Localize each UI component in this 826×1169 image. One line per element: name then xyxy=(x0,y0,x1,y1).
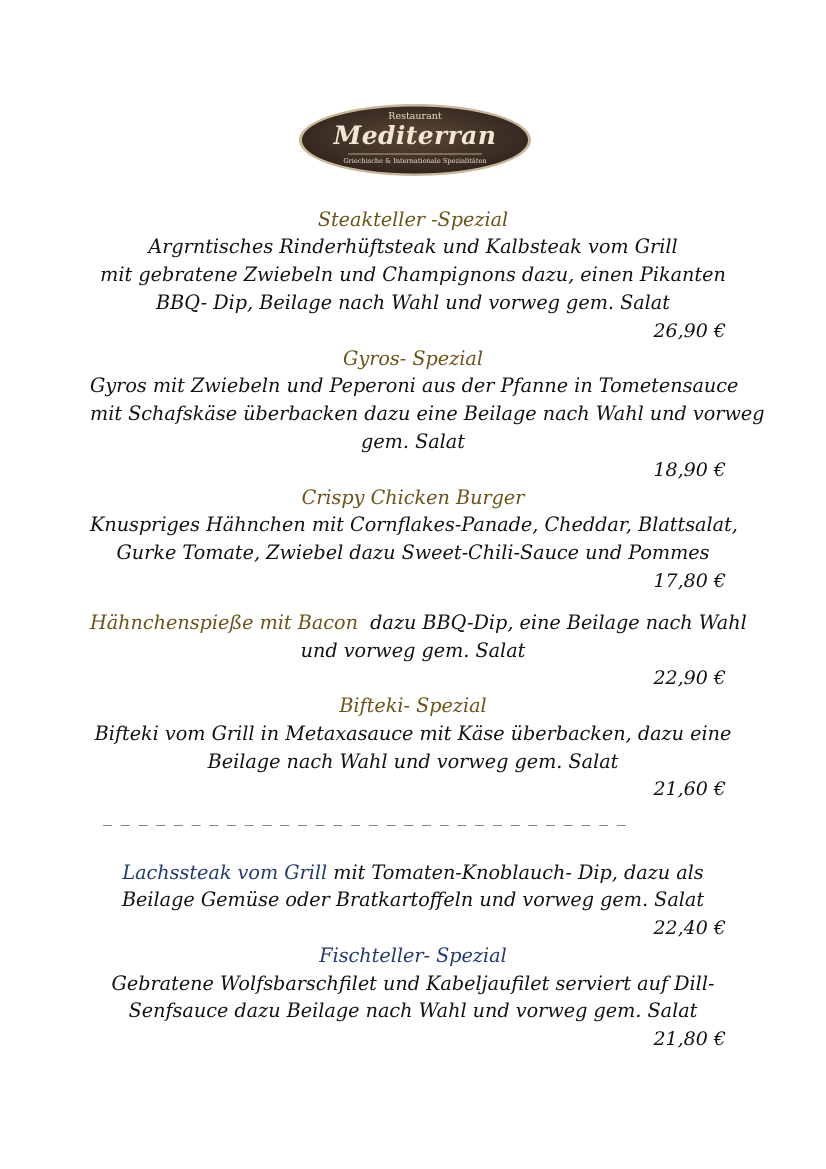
dish-description: Gurke Tomate, Zwiebel dazu Sweet-Chili-Sauce und Pommes xyxy=(116,541,710,564)
dish-description: Gyros mit Zwiebeln und Peperoni aus der Pfanne in Tometensauce xyxy=(90,374,739,397)
section-divider: _ _ _ _ _ _ _ _ _ _ _ _ _ _ _ _ _ _ _ _ _ _ _ _ _ _ _ _ _ _ xyxy=(103,806,628,826)
logo-name: Mediterran xyxy=(333,121,497,150)
dish-price: 26,90 € xyxy=(653,320,726,342)
dish-price: 21,60 € xyxy=(653,778,726,800)
dish-description: mit Tomaten-Knoblauch- Dip, dazu als xyxy=(327,861,704,884)
dish-description: Beilage Gemüse oder Bratkartoffeln und vorweg gem. Salat xyxy=(121,888,705,911)
restaurant-logo xyxy=(298,103,532,177)
dish-inline-line xyxy=(90,859,736,887)
dish-description: mit gebratene Zwiebeln und Champignons dazu, einen Pikanten xyxy=(100,263,726,286)
dish-title: Lachssteak vom Grill xyxy=(122,861,328,884)
dish-price: 17,80 € xyxy=(653,570,726,592)
dish-title: Hähnchenspieße mit Bacon xyxy=(90,611,358,634)
logo-tagline: Griechische & Internationale Spezialitäten xyxy=(343,157,487,165)
dish-title: Crispy Chicken Burger xyxy=(301,486,525,509)
dish-title: Steakteller -Spezial xyxy=(317,208,509,231)
dish-description: Argrntisches Rinderhüftsteak und Kalbsteak vom Grill xyxy=(148,235,678,258)
dish-title: Fischteller- Spezial xyxy=(319,944,507,967)
dish-price: 18,90 € xyxy=(653,459,726,481)
dish-description: und vorweg gem. Salat xyxy=(300,639,526,662)
dish-inline-line xyxy=(90,609,747,637)
dish-description: Senfsauce dazu Beilage nach Wahl und vorweg gem. Salat xyxy=(128,999,698,1022)
dish-description: gem. Salat xyxy=(361,430,465,453)
dish-price: 22,40 € xyxy=(653,917,726,939)
logo-top-text: Restaurant xyxy=(388,111,442,122)
dish-title: Gyros- Spezial xyxy=(343,347,483,370)
dish-description: Bifteki vom Grill in Metaxasauce mit Käse überbacken, dazu eine xyxy=(94,722,732,745)
dish-title: Bifteki- Spezial xyxy=(339,694,487,717)
dish-description: Beilage nach Wahl und vorweg gem. Salat xyxy=(207,750,619,773)
dish-description: BBQ- Dip, Beilage nach Wahl und vorweg gem. Salat xyxy=(156,291,670,314)
dish-price: 22,90 € xyxy=(653,667,726,689)
dish-description: Gebratene Wolfsbarschfilet und Kabeljaufilet serviert auf Dill- xyxy=(111,972,715,995)
dish-description: mit Schafskäse überbacken dazu eine Beilage nach Wahl und vorweg xyxy=(90,402,765,425)
dish-price: 21,80 € xyxy=(653,1028,726,1050)
dish-description: Knuspriges Hähnchen mit Cornflakes-Panade, Cheddar, Blattsalat, xyxy=(90,513,738,536)
dish-description: dazu BBQ-Dip, eine Beilage nach Wahl xyxy=(357,611,747,634)
